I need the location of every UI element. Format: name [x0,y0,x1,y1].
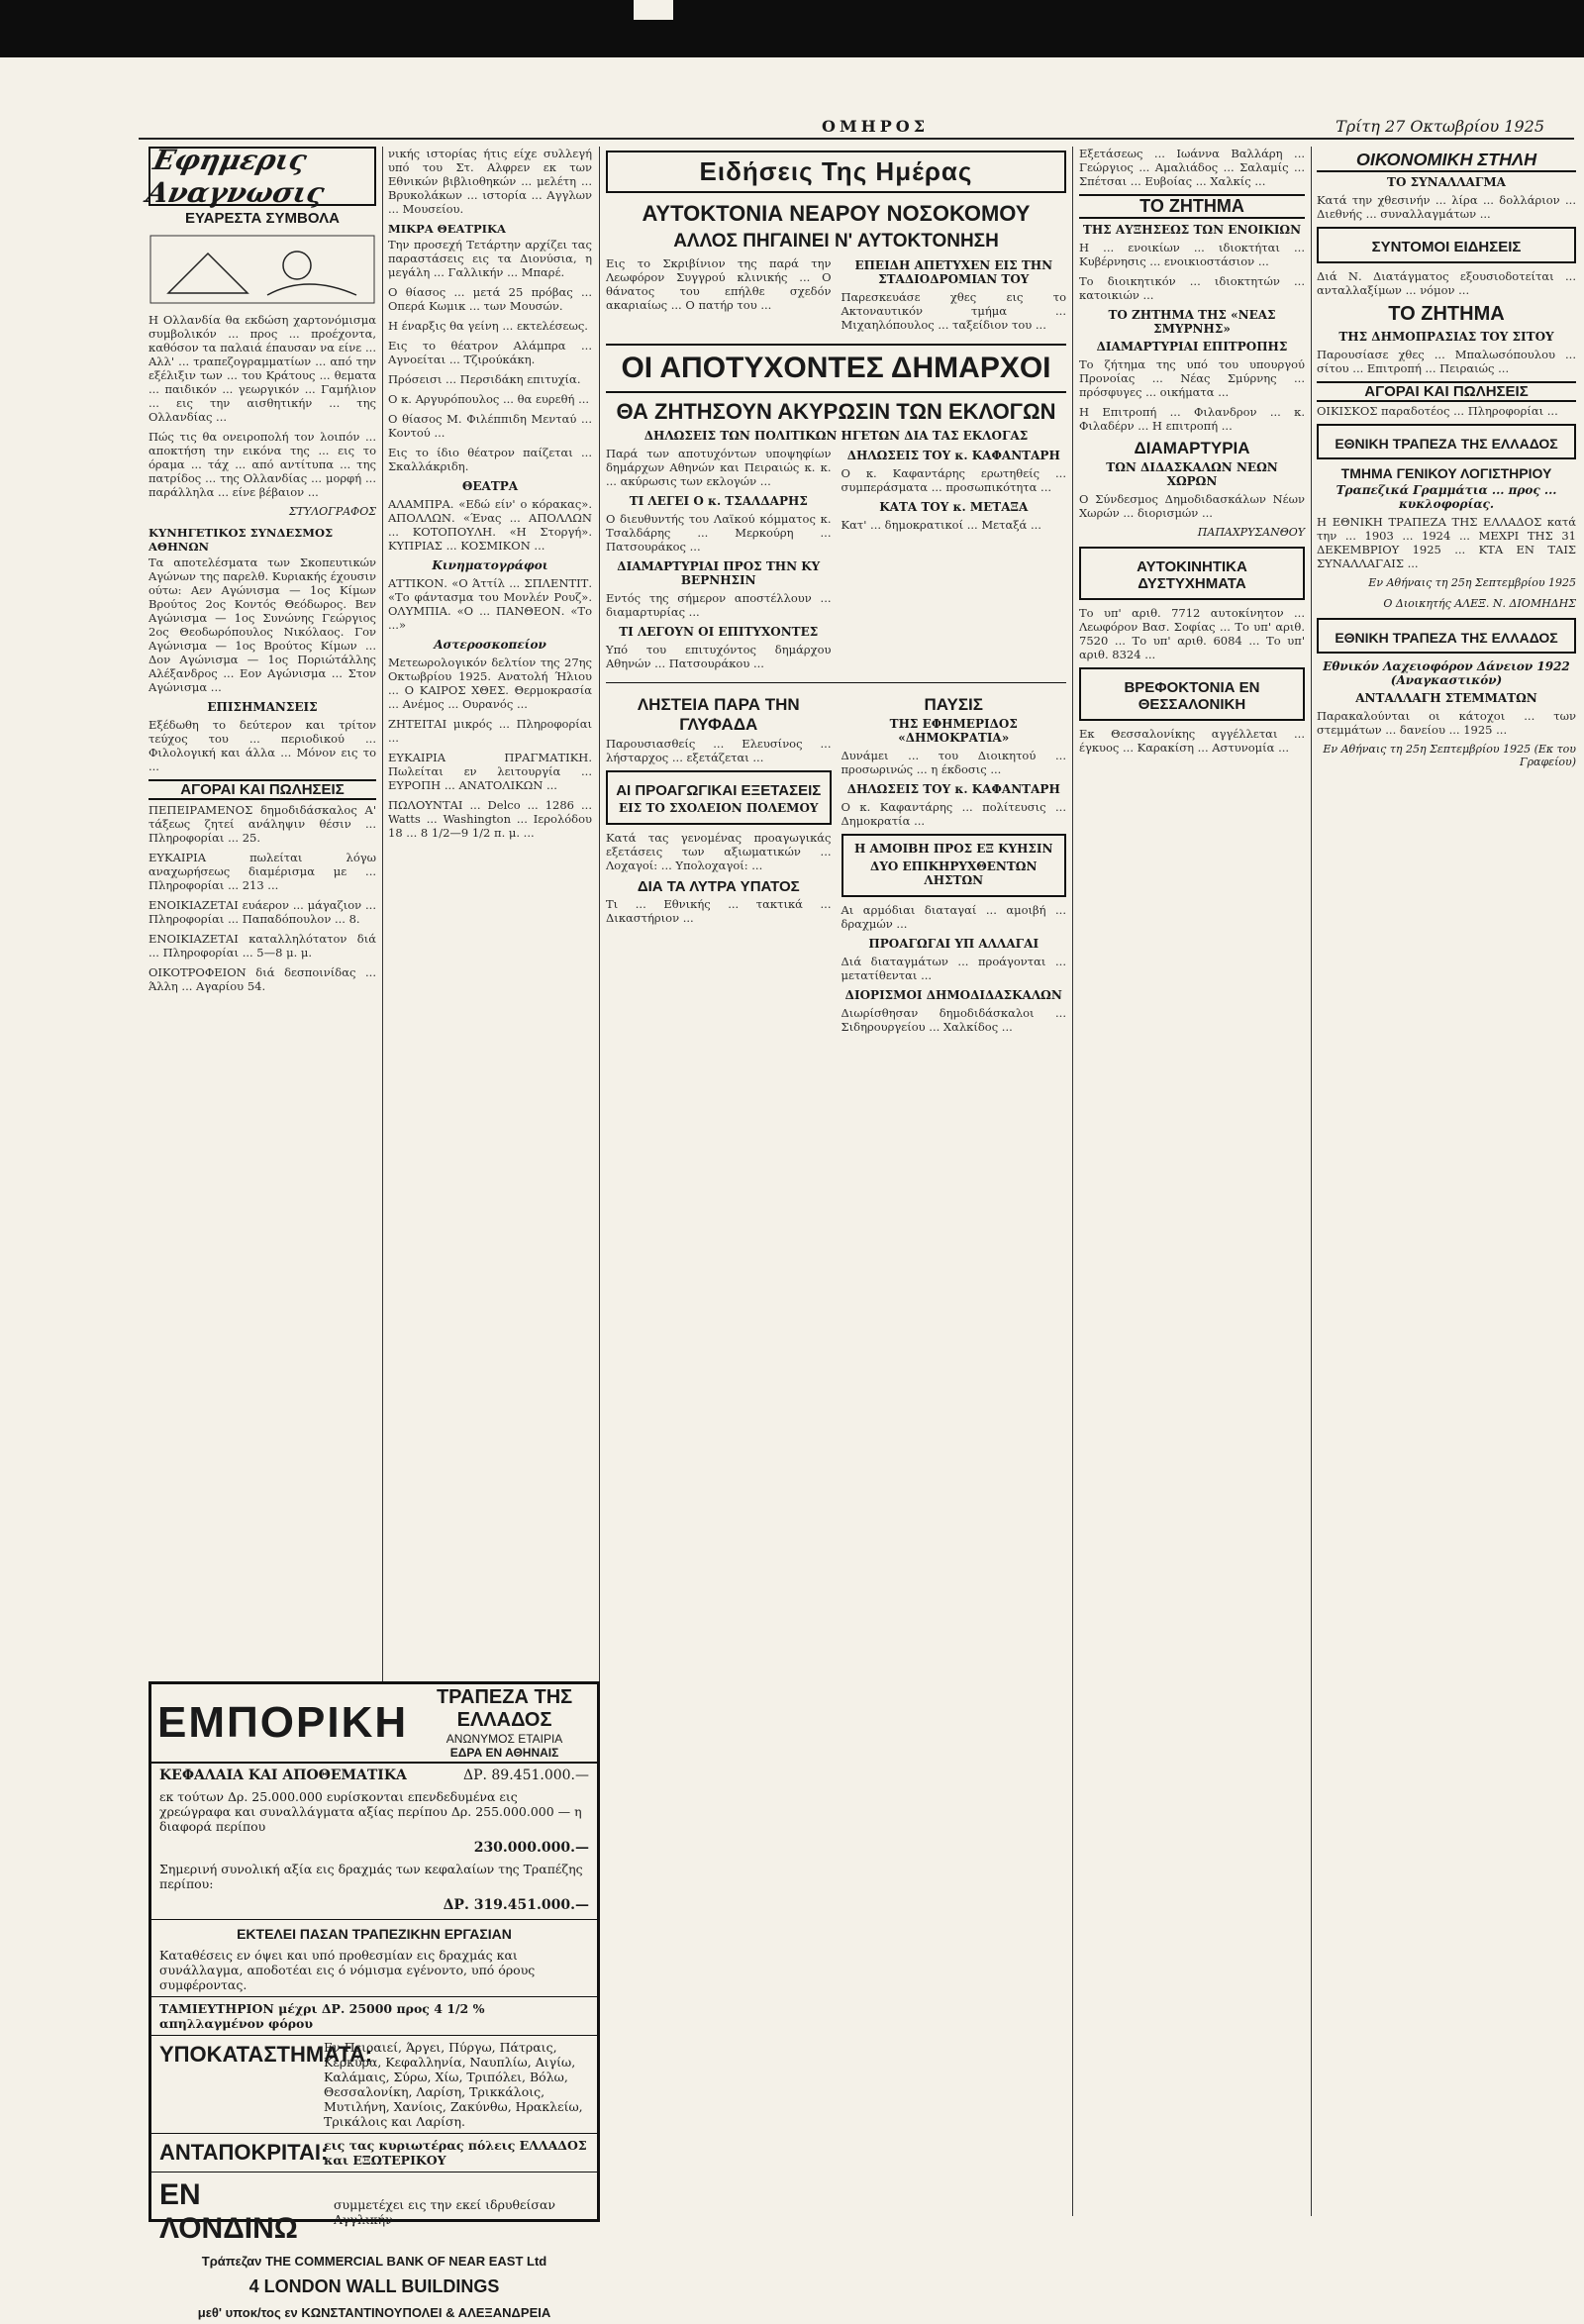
article-text: Ο Σύνδεσμος Δημοδιδασκάλων Νέων Χωρών ... διορισμών ... [1079,492,1305,520]
headline-proagogai: ΠΡΟΑΓΩΓΑΙ ΥΠ ΑΛΛΑΓΑΙ [868,937,1040,951]
article-text: Τα αποτελέσματα των Σκοπευτικών Αγώνων της παρελθ. Κυριακής έχουσιν ούτω: Αεν Αγώνισμα — 1ος Κίμων Βρούτος 2ος Κοντός Θεόδωρος. Βεν Αγώνισμα — 1ος Συνώνης Γεώργιος 2ος Θεοδωρόπουλος Νικόλαος. Γον Αγώνισμα — 1ος Βρούτος Κίμων ... Δον Αγώνισμα — 1ος Ποριώτάλλης Αλέξανδρος ... Εον Αγώνισμα ... Στον Αγώνισμα ... [148,556,376,694]
subheadline-diamartyria: ΤΩΝ ΔΙΔΑΣΚΑΛΩΝ ΝΕΩΝ ΧΩΡΩΝ [1106,460,1278,488]
article-text: Ο θίασος ... μετά 25 πρόβας ... Οπερά Κωμικ ... των Μουσών. [388,285,592,313]
headline-autokinita: ΑΥΤΟΚΙΝΗΤΙΚΑ ΔΥΣΤΥΧΗΜΑΤΑ [1137,558,1247,592]
headline-epityxontes: ΤΙ ΛΕΓΟΥΝ ΟΙ ΕΠΙΤΥΧΟΝΤΕΣ [619,625,819,639]
masthead [139,117,1574,139]
ad-branches: Εν Πειραιεί, Άργει, Πύργω, Πάτραις, Κερκύρα, Κεφαλληνία, Ναυπλίω, Αιγίω, Καλάμαις, Σύρω, Χίω, Τριπόλει, Βόλω, Θεσσαλονίκη, Λαρίση, Τρικκάλοις, Μυτιλήνη, Χανίοις, Ζακύνθω, Ηρακλείω, Τρικάλοις και Λαρίση. [324,2040,583,2129]
subheadline-amoibi: ΔΥΟ ΕΠΙΚΗΡΥΧΘΕΝΤΩΝ ΛΗΣΤΩΝ [870,859,1038,887]
section-logo-text: Εφημερις Αναγνωσις [143,144,328,209]
listings: ΑΤΤΙΚΟΝ. «Ο Άττίλ ... ΣΠΛΕΝΤΙΤ. «Το φάντασμα του Μονλέν Ρουζ». ΟΛΥΜΠΙΑ. «Ο ... ΠΑΝΘΕΟΝ. «Το ...» [388,576,592,632]
box-amoibi [842,834,1067,897]
sub-column [606,689,832,1040]
subheadline-daneion: Εθνικόν Λαχειοφόρον Δάνειον 1922 (Αναγκαστικόν) [1323,659,1570,687]
masthead-title: ΟΜΗΡΟΣ [822,117,930,136]
subheadline-tmima: Τραπεζικά Γραμμάτια ... προς ... κυκλοφορίας. [1336,483,1557,511]
headline-tsaldaris: ΤΙ ΛΕΓΕΙ Ο κ. ΤΣΑΛΔΑΡΗΣ [629,494,808,508]
classified-ad: ΕΥΚΑΙΡΙΑ πωλείται λόγω αναχωρήσεως διαμέρισμα με ... Πληροφορίαι ... 213 ... [148,851,376,892]
ad-tamieytirion: ΤΑΜΙΕΥΤΗΡΙΟΝ μέχρι ΔΡ. 25000 προς 4 1/2 % απηλλαγμένον φόρου [159,2001,485,2031]
ad-corr: εις τας κυριωτέρας πόλεις ΕΛΛΑΔΟΣ και ΕΞΩΤΕΡΙΚΟΥ [324,2138,587,2168]
headline-symbola: ΕΥΑΡΕΣΤΑ ΣΥΜΒΟΛΑ [185,210,340,227]
ad-london-branches: μεθ' υποκ/τος εν ΚΩΝΣΤΑΝΤΙΝΟΥΠΟΛΕΙ & ΑΛΕΞΑΝΔΡΕΙΑ [197,2305,551,2320]
headline-epeidi: ΕΠΕΙΔΗ ΑΠΕΤΥΧΕΝ ΕΙΣ ΤΗΝ ΣΤΑΔΙΟΔΡΟΜΙΑΝ ΤΟΥ [854,258,1053,286]
classified-ad: ΟΙΚΙΣΚΟΣ παραδοτέος ... Πληροφορίαι ... [1317,404,1558,418]
ad-capital-value: 89.451.000.— [491,1768,589,1783]
headline-akyrosin: ΘΑ ΖΗΤΗΣΟΥΝ ΑΚΥΡΩΣΙΝ ΤΩΝ ΕΚΛΟΓΩΝ [616,399,1056,424]
headline-pausis: ΠΑΥΣΙΣ [924,695,983,714]
classified-ad: ΠΩΛΟΥΝΤΑΙ ... Delco ... 1286 ... Watts ... Washington ... Ιερολόδου 18 ... 8 1/2—9 1/2 π. μ. ... [388,798,592,840]
headline-theatrika: ΜΙΚΡΑ ΘΕΑΤΡΙΚΑ [388,222,506,236]
classified-ad: ΟΙΚΟΤΡΟΦΕΙΟΝ διά δεσποινίδας ... Άλλη ... Αγαρίου 54. [148,965,376,993]
subheadline-antallagi: ΑΝΤΑΛΛΑΓΗ ΣΤΕΜΜΑΤΩΝ [1355,691,1537,705]
ad-line: Καταθέσεις εν όψει και υπό προθεσμίαν εις δραχμάς και συνάλλαγμα, αποδοτέαι εις ό νόμισμα εγένοντο, υπό όρους συμφέροντας. [159,1948,536,1992]
article-text: Διά Ν. Διατάγματος εξουσιοδοτείται ... ανταλλαξίμων ... νόμον ... [1317,269,1576,297]
ad-line: εκ τούτων Δρ. 25.000.000 ευρίσκονται επενδεδυμένα εις χρεώγραφα και συναλλάγματα αξίας περίπου Δρ. 255.000.000 — η διαφορά περίπου [159,1789,582,1834]
article-text: Υπό του επιτυχόντος δημάρχου Αθηνών ... Πατσουράκου ... [606,643,832,670]
article-text: Η Ολλανδία θα εκδώση χαρτονόμισμα συμβολικόν ... προς ... προέχοντα, καθόσον τα παλαιά έπαυσαν να είνε ... Αλλ' ... τραπεζογραμματίων ... από την εξέλιξιν των ... του Κράτους ... θεματα ... παιδικόν ... γεωργικόν ... Γαμήλιον ... εις την αισθητικήν ... της Ολλανδίας ... [148,313,376,424]
classified-ad: ΕΥΚΑΙΡΙΑ ΠΡΑΓΜΑΤΙΚΗ. Πωλείται εν λειτουργία ... ΕΥΡΟΠΗ ... ΑΝΑΤΟΛΙΚΩΝ ... [388,751,592,792]
ad-london-bank: Τράπεζαν THE COMMERCIAL BANK OF NEAR EAST Ltd [201,2254,547,2269]
box-vrefoktonia [1079,667,1305,721]
ad-london-label: ΕΝ ΛΟΝΔΙΝΩ [159,2178,298,2245]
box-proagogikai [606,770,832,825]
headline-kafantaris-2: ΔΗΛΩΣΕΙΣ ΤΟΥ κ. ΚΑΦΑΝΤΑΡΗ [846,782,1060,796]
ad-rule [151,1919,597,1920]
headline-amoibi: Η ΑΜΟΙΒΗ ΠΡΟΣ ΕΞ ΚΥΗΣΙΝ [854,842,1053,856]
article-text: Κατά την χθεσινήν ... λίρα ... δολλάριον ... Διεθνής ... συναλλαγμάτων ... [1317,193,1576,221]
headline-metaxas: ΚΑΤΑ ΤΟΥ κ. ΜΕΤΑΞΑ [879,500,1029,514]
headline-other-suicide: ΑΛΛΟΣ ΠΗΓΑΙΝΕΙ Ν' ΑΥΤΟΚΤΟΝΗΣΗ [673,231,999,252]
separator [606,682,1066,683]
headline-oikonomiki: ΟΙΚΟΝΟΜΙΚΗ ΣΤΗΛΗ [1317,150,1576,172]
weather-report: Μετεωρολογικόν δελτίον της 27ης Οκτωβρίου 1925. Ανατολή Ήλιου ... Ο ΚΑΙΡΟΣ ΧΘΕΣ. Θερμοκρασία ... Ανέμος ... Ουρανός ... [388,656,592,711]
headline-zitima-2: ΤΟ ΖΗΤΗΜΑ [1388,303,1505,325]
subheadline-synallagma: ΤΟ ΣΥΝΑΛΛΑΓΜΑ [1387,175,1506,189]
article-text: Παρουσίασε χθες ... Μπαλωσόπουλου ... σίτου ... Επιτροπή ... Πειραιώς ... [1317,348,1576,375]
headline-dia-ta-aytra: ΔΙΑ ΤΑ ΛΥΤΡΑ ΥΠΑΤΟΣ [637,878,800,895]
top-band-notch [634,0,673,20]
headline-smyrnis: ΤΟ ΖΗΤΗΜΑ ΤΗΣ «ΝΕΑΣ ΣΜΥΡΝΗΣ» [1108,308,1276,336]
article-text: Εις το θέατρον Αλάμπρα ... Αγνοείται ... Τζιρούκάκη. [388,339,592,366]
headline-diamartyriai-1: ΔΙΑΜΑΡΤΥΡΙΑΙ ΠΡΟΣ ΤΗΝ ΚΥ ΒΕΡΝΗΣΙΝ [617,559,821,587]
classified-ad: ΖΗΤΕΙΤΑΙ μικρός ... Πληροφορίαι ... [388,717,592,745]
subheadline-zitima-1: ΤΗΣ ΑΥΞΗΣΕΩΣ ΤΩΝ ΕΝΟΙΚΙΩΝ [1082,223,1302,237]
box-syntomoi [1317,227,1576,263]
article-text: Παρά των αποτυχόντων υποψηφίων δημάρχων Αθηνών και Πειραιώς κ. κ. ... ακύρωσις των εκλογών ... [606,447,832,488]
subheadline-dilosis: ΔΗΛΩΣΕΙΣ ΤΩΝ ΠΟΛΙΤΙΚΩΝ ΗΓΕΤΩΝ ΔΙΑ ΤΑΣ ΕΚΛΟΓΑΣ [644,429,1029,443]
article-text: Ο κ. Αργυρόπουλος ... θα ευρεθή ... [388,392,590,406]
masthead-rule [139,138,1574,140]
box-ethniki-1 [1317,424,1576,459]
ad-capital-label: ΚΕΦΑΛΑΙΑ ΚΑΙ ΑΠΟΘΕΜΑΤΙΚΑ [159,1768,407,1783]
headline-asteroskopeion: Αστεροσκοπείον [434,638,546,652]
column-1 [143,144,376,1676]
ad-diff-row [151,1836,597,1860]
ad-corr-label: ΑΝΤΑΠΟΚΡΙΤΑΙ: [159,2140,329,2165]
headline-suicide: ΑΥΤΟΚΤΟΝΙΑ ΝΕΑΡΟΥ ΝΟΣΟΚΟΜΟΥ [642,201,1031,226]
article-text: Ο διευθυντής του Λαϊκού κόμματος κ. Τσαλδάρης ... Μερκούρη ... Πατσουράκος ... [606,512,832,554]
subheadline-pausis: ΤΗΣ ΕΦΗΜΕΡΙΔΟΣ «ΔΗΜΟΚΡΑΤΙΑ» [889,717,1018,745]
notice-text: Η ΕΘΝΙΚΗ ΤΡΑΠΕΖΑ ΤΗΣ ΕΛΛΑΔΟΣ κατά την ... 1903 ... 1924 ... ΜΕΧΡΙ ΤΗΣ 31 ΔΕΚΕΜΒΡΙΟΥ 1925 ... ΚΤΑ ΕΝ ΤΑΙΣ ΣΥΝΑΛΛΑΓΑΙΣ ... [1317,515,1576,570]
ad-branches-label: ΥΠΟΚΑΤΑΣΤΗΜΑΤΑ: [159,2042,373,2067]
article-text: Εξέδωθη το δεύτερον και τρίτον τεύχος του ... περιοδικού ... Φιλολογική και άλλα ... Μόνον εις το ... [148,718,376,773]
sub-column [842,447,1067,676]
article-text: Παρεσκευάσε χθες εις το Ακτοναυτικόν τμήμα ... Μιχαηλόπουλος ... ταξείδιον του ... [841,290,1066,332]
notice-date: Εν Αθήναις τη 25η Σεπτεμβρίου 1925 (Εκ του Γραφείου) [1323,743,1576,768]
article-text: Δυνάμει ... του Διοικητού ... προσωρινώς ... η έκδοσις ... [841,749,1066,776]
article-text: Πρόσεισι ... Περσιδάκη επιτυχία. [388,372,581,386]
sub-column [606,447,832,676]
headline-kinematografoi: Κινηματογράφοι [432,558,548,572]
sub-column [606,256,832,338]
ad-capital-amount [463,1768,589,1783]
column-rule [1072,147,1073,2216]
headline-vrefoktonia: ΒΡΕΦΟΚΤΟΝΙΑ ΕΝ ΘΕΣΣΑΛΟΝΙΚΗ [1124,679,1260,713]
headline-tmima: ΤΜΗΜΑ ΓΕΝΙΚΟΥ ΛΟΓΙΣΤΗΡΙΟΥ [1340,465,1552,481]
article-text: Πώς τις θα ονειροπολή τον λοιπόν ... αποκτήση την εικόνα της ... εις το όραμα ... τάχ ... από αντίτυπα ... της πατρίδος ... της Ολλανδίας ... μορφή ... παράλληλα ... είνε βέβαιον ... [148,430,376,499]
article-text: Κατ' ... δημοκρατικοί ... Μεταξά ... [841,518,1041,532]
headline-ethniki-1: ΕΘΝΙΚΗ ΤΡΑΠΕΖΑ ΤΗΣ ΕΛΛΑΔΟΣ [1335,436,1558,452]
subheadline-smyrnis: ΔΙΑΜΑΡΤΥΡΙΑΙ ΕΠΙΤΡΟΠΗΣ [1096,340,1288,354]
article-text: Ο θίασος Μ. Φιλέππιδη Μενταύ ... Κοντού ... [388,412,592,440]
article-text: Διά διαταγμάτων ... προάγονται ... μετατίθενται ... [841,955,1066,982]
ad-london-text: συμμετέχει εις την εκεί ιδρυθείσαν Αγγλικήν [334,2197,555,2227]
article-text: Το ζήτημα της υπό του υπουργού Προνοίας ... Νέας Σμύρνης ... πρόσφυγες ... οικήματα ... [1079,357,1305,399]
illustration [148,234,376,305]
column-4 [1079,147,1305,2226]
ad-total-cur: ΔΡ. [443,1897,469,1913]
headline-diamartyria: ΔΙΑΜΑΡΤΥΡΙΑ [1134,439,1250,457]
ad-branches-row [151,2038,597,2131]
two-column-block [606,689,1066,1040]
ad-line: Σημερινή συνολική αξία εις δραχμάς των κεφαλαίων της Τραπέζης περίπου: [159,1862,583,1891]
classified-ad: ΕΝΟΙΚΙΑΖΕΤΑΙ ευάερον ... μάγαζιον ... Πληροφορίαι ... Παπαδόπουλον ... 8. [148,898,376,926]
headline-kafantaris-1: ΔΗΛΩΣΕΙΣ ΤΟΥ κ. ΚΑΦΑΝΤΑΡΗ [846,449,1060,462]
notice-date: Εν Αθήναις τη 25η Σεπτεμβρίου 1925 [1368,576,1576,589]
top-black-band [0,0,1584,57]
signature: ΠΑΠΑΧΡΥΣΑΝΘΟΥ [1197,526,1305,539]
article-text: Εις το Σκριβίνιον της παρά την Λεωφόρον Συγγρού κλινικής ... Ο θάνατος του επήλθε σχεδόν ακαριαίως ... Ο πατήρ του ... [606,256,832,312]
ad-title: ΕΜΠΟΡΙΚΗ [157,1698,409,1747]
article-text: Εκ Θεσσαλονίκης αγγέλλεται ... έγκυος ... Καρακίση ... Αστυνομία ... [1079,727,1305,755]
box-autokinita [1079,547,1305,600]
article-text: Η Επιτροπή ... Φιλανδρον ... κ. Φιλαδέρν ... Η επιτροπή ... [1079,405,1305,433]
article-text: Ο κ. Καφαντάρης ... πολίτευσις ... Δημοκρατία ... [841,800,1066,828]
notice-text: Παρακαλούνται οι κάτοχοι ... των στεμμάτων ... δανείου ... 1925 ... [1317,709,1576,737]
ad-total-row [151,1893,597,1917]
two-column-block [606,447,1066,676]
ad-title-row [151,1684,597,1764]
ad-total-amount [444,1897,589,1913]
column-5 [1317,147,1576,2226]
masthead-date: Τρίτη 27 Οκτωβρίου 1925 [1336,117,1544,136]
article-text: Η ... ενοικίων ... ιδιοκτήται ... Κυβέρνησις ... ενοικιοστάσιον ... [1079,241,1305,268]
article-text: νικής ιστορίας ήτις είχε συλλεγή υπό του Στ. Αλφρεν εκ των Εθνικών βιβλιοθηκών ... μελέτη ... Βρυκολάκων ... ιστορία ... Αγγλων ... Μουσείου. [388,147,592,216]
ad-capital-row [151,1764,597,1787]
article-text: Διωρίσθησαν δημοδιδάσκαλοι ... Σιδηρουργείου ... Χαλκίδος ... [841,1006,1066,1034]
box-ethniki-2 [1317,618,1576,654]
headline-theatra: ΘΕΑΤΡΑ [461,479,519,493]
headline-agorai: ΑΓΟΡΑΙ ΚΑΙ ΠΩΛΗΣΕΙΣ [148,779,376,800]
section-logo [143,144,376,209]
article-text: Ο κ. Καφαντάρης ερωτηθείς ... συμπεράσματα ... προσωπικότητα ... [841,466,1066,494]
sub-column [842,256,1067,338]
ad-rule [151,1996,597,1997]
article-text: Η έναρξις θα γείνη ... εκτελέσεως. [388,319,588,333]
article-text: Το υπ' αριθ. 7712 αυτοκίνητον ... Λεωφόρον Βασ. Σοφίας ... Το υπ' αριθ. 7520 ... Το υπ' αριθ. 6084 ... Το υπ' αριθ. 8324 ... [1079,606,1305,661]
article-text: Εντός της σήμερον αποστέλλουν ... διαμαρτυρίας ... [606,591,832,619]
column-rule [1311,147,1312,2216]
article-text: Εις το ίδιο θέατρον παίζεται ... Σκαλλάκριδη. [388,446,592,473]
ad-bank-block [418,1686,591,1760]
article-text: Τι ... Εθνικής ... τακτικά ... Δικαστήριον ... [606,897,832,925]
ad-rule [151,2133,597,2134]
two-column-block [606,256,1066,338]
headline-syntomoi: ΣΥΝΤΟΜΟΙ ΕΙΔΗΣΕΙΣ [1371,239,1522,255]
ad-operations: ΕΚΤΕΛΕΙ ΠΑΣΑΝ ΤΡΑΠΕΖΙΚΗΝ ΕΡΓΑΣΙΑΝ [237,1926,512,1942]
column-2 [388,147,592,1176]
listings: ΑΛΑΜΠΡΑ. «Εδώ είν' ο κόρακας». ΑΠΟΛΛΩΝ. «Ένας ... ΑΠΟΛΛΩΝ ... ΚΟΤΟΠΟΥΛΗ. «Η Στοργή». ΚΥΠΡΙΑΣ ... ΚΟΣΜΙΚΟΝ ... [388,497,592,553]
headline-dimarxoi: ΟΙ ΑΠΟΤΥΧΟΝΤΕΣ ΔΗΜΑΡΧΟΙ [606,344,1066,393]
article-text: Την προσεχή Τετάρτην αρχίζει τας παραστάσεις εις τα Διονύσια, η μεγάλη ... Γαλλικήν ... Μπαρέ. [388,238,592,279]
article-text: Κατά τας γενομένας προαγωγικάς εξετάσεις των αξιωματικών ... Λοχαγοί: ... Υπολοχαγοί: ... [606,831,832,872]
headline-news-of-day: Ειδήσεις Της Ημέρας [606,151,1066,193]
ad-corr-row [151,2136,597,2170]
classified-ad: ΕΝΟΙΚΙΑΖΕΤΑΙ καταλληλότατον διά ... Πληροφορίαι ... 5—8 μ. μ. [148,932,376,960]
article-text: Το διοικητικόν ... ιδιοκτητών ... κατοικιών ... [1079,274,1305,302]
bank-advertisement [148,1681,600,2320]
signature: ΣΤΥΛΟΓΡΑΦΟΣ [288,505,376,518]
sub-column [842,689,1067,1040]
ad-london-row [151,2174,597,2250]
headline-proagogikai: ΑΙ ΠΡΟΑΓΩΓΙΚΑΙ ΕΞΕΤΑΣΕΙΣ [616,782,822,799]
headline-zitima-1: ΤΟ ΖΗΤΗΜΑ [1079,194,1305,219]
ad-sa: ΑΝΩΝΥΜΟΣ ΕΤΑΙΡΙΑ [446,1732,563,1746]
headline-episimanseis: ΕΠΙΣΗΜΑΝΣΕΙΣ [207,700,318,714]
headline-listeia: ΛΗΣΤΕΙΑ ΠΑΡΑ ΤΗΝ ΓΛΥΦΑΔΑ [637,695,800,734]
subheadline-proagogikai: ΕΙΣ ΤΟ ΣΧΟΛΕΙΟΝ ΠΟΛΕΜΟΥ [619,801,819,815]
headline-ethniki-2: ΕΘΝΙΚΗ ΤΡΑΠΕΖΑ ΤΗΣ ΕΛΛΑΔΟΣ [1335,630,1558,646]
headline-kynig: ΚΥΝΗΓΕΤΙΚΟΣ ΣΥΝΔΕΣΜΟΣ ΑΘΗΝΩΝ [148,526,334,554]
article-text: Αι αρμόδιαι διαταγαί ... αμοιβή ... δραχμών ... [841,903,1066,931]
notice-signature: Ο Διοικητής ΑΛΕΞ. Ν. ΔΙΟΜΗΔΗΣ [1383,597,1576,610]
headline-diorismoi: ΔΙΟΡΙΣΜΟΙ ΔΗΜΟΔΙΔΑΣΚΑΛΩΝ [844,988,1062,1002]
subheadline-zitima-2: ΤΗΣ ΔΗΜΟΠΡΑΣΙΑΣ ΤΟΥ ΣΙΤΟΥ [1338,330,1554,344]
ad-diff-value: 230.000.000.— [473,1840,589,1856]
ad-london-addr: 4 LONDON WALL BUILDINGS [248,2276,500,2296]
column-3 [606,147,1066,2226]
article-text: Εξετάσεως ... Ιωάννα Βαλλάρη ... Γεώργιος ... Αμαλιάδος ... Σαλαμίς ... Σπέτσαι ... Ευβοίας ... Χαλκίς ... [1079,147,1305,188]
ad-bank-name: ΤΡΑΠΕΖΑ ΤΗΣ ΕΛΛΑΔΟΣ [436,1686,573,1731]
ad-total-value: 319.451.000.— [473,1897,589,1913]
ad-seat: ΕΔΡΑ ΕΝ ΑΘΗΝΑΙΣ [449,1746,559,1760]
classified-ad: ΠΕΠΕΙΡΑΜΕΝΟΣ δημοδιδάσκαλος Α' τάξεως ζητεί ανάληψιν θέσιν ... Πληροφορίαι ... 25. [148,803,376,845]
headline-agorai-2: ΑΓΟΡΑΙ ΚΑΙ ΠΩΛΗΣΕΙΣ [1317,381,1576,402]
ad-rule [151,2035,597,2036]
ad-capital-cur: ΔΡ. [462,1768,487,1783]
article-text: Παρουσιασθείς ... Ελευσίνος ... λήσταρχος ... εξετάζεται ... [606,737,832,764]
